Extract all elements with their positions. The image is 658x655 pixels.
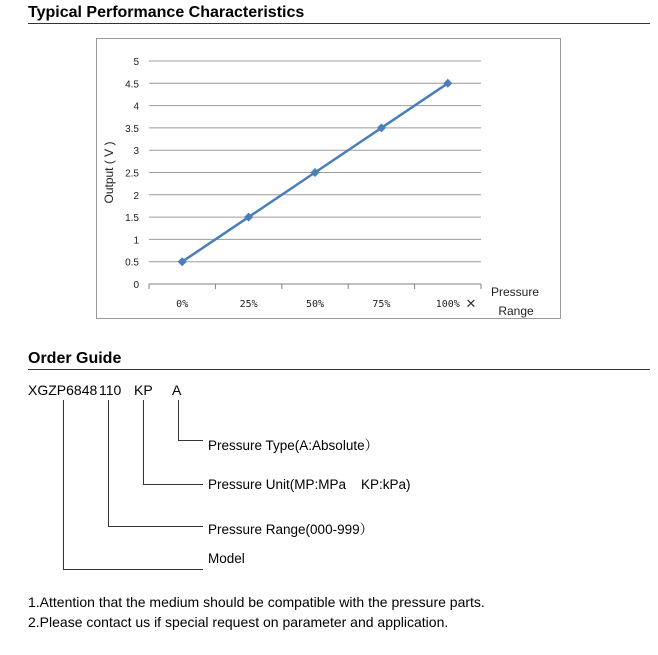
y-axis-label: Output ( V ) [102, 141, 116, 204]
x-tick-label: 0% [176, 299, 189, 310]
unit-connector-vertical [143, 400, 144, 484]
x-tick-label: 50% [305, 299, 325, 310]
y-tick-label: 1.5 [125, 213, 139, 225]
performance-chart [96, 38, 561, 319]
order-guide-title: Order Guide [28, 350, 122, 367]
chart-canvas [97, 39, 562, 320]
model-label: Model [208, 551, 245, 566]
y-tick-label: 3 [133, 146, 139, 158]
y-tick-label: 1 [133, 235, 139, 247]
x-axis-label-line2: Range [498, 304, 534, 318]
y-tick-label: 0.5 [125, 257, 139, 269]
y-tick-label: 5 [133, 57, 139, 68]
type-connector-horizontal [178, 440, 203, 441]
model-connector-vertical [63, 400, 64, 569]
performance-title: Typical Performance Characteristics [28, 4, 305, 21]
y-tick-label: 2.5 [125, 168, 139, 180]
y-tick-label: 4.5 [125, 79, 139, 91]
code-unit: KP [134, 382, 153, 398]
note-contact: 2.Please contact us if special request on parameter and application. [28, 614, 449, 630]
pressure-unit-label: Pressure Unit(MP:MPa KP:kPa) [208, 477, 411, 492]
pressure-type-label: Pressure Type(A:Absolute） [208, 438, 379, 453]
type-connector-vertical [178, 400, 179, 440]
x-tick-label: 75% [372, 299, 391, 310]
x-axis-label-line1: Pressure [490, 285, 540, 299]
y-tick-label: 3.5 [125, 123, 139, 135]
performance-divider [28, 23, 650, 24]
unit-connector-horizontal [143, 484, 203, 485]
code-range: 110 [99, 382, 122, 398]
x-axis-marker: ✕ [465, 297, 477, 312]
range-connector-horizontal [108, 526, 203, 527]
model-connector-horizontal [63, 569, 203, 570]
code-type: A [172, 382, 182, 398]
code-model: XGZP6848 [28, 382, 98, 398]
y-tick-label: 0 [133, 280, 139, 291]
range-connector-vertical [108, 400, 109, 526]
x-tick-label: 100% [435, 299, 460, 310]
order-guide-divider [28, 369, 650, 370]
y-tick-label: 4 [133, 101, 139, 113]
note-medium: 1.Attention that the medium should be compatible with the pressure parts. [28, 594, 485, 610]
x-tick-label: 25% [239, 299, 258, 310]
y-tick-label: 2 [133, 190, 139, 202]
pressure-range-label: Pressure Range(000-999） [208, 522, 374, 537]
